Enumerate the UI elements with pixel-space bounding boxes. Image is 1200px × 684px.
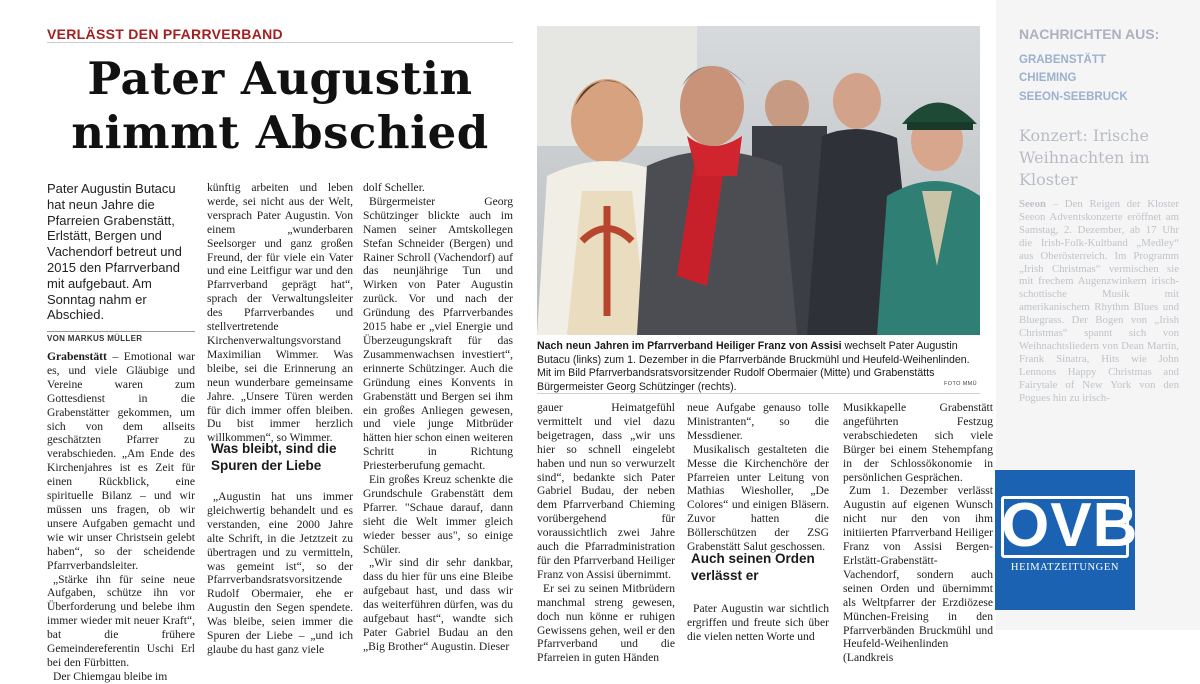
body-text: neue Aufgabe genauso tolle Ministranten“, so die Messdiener. [687, 401, 829, 442]
body-text: künftig arbeiten und leben werde, sei nicht aus der Welt, versprach Pater Augustin. Von einem „wunderbaren Seelsorger und ganz großen Freund, der für viele ein Vater und eine Leitfigur war und den Pfarrverband geprägt hat“, sprach der Verwaltungsleiter des Pfarrverbandes und stellvertretende Kirchenverwaltungsvorstand Maximilian Wimmer. Was bleibe, sei die Erinnerung an neun wunderbare gemeinsame Jahre. „Unsere Türen werden für dich immer offen bleiben. Du bist immer herzlich willkommen“, so Wimmer. [207, 181, 353, 445]
photo-credit: FOTO MMÜ [944, 381, 978, 387]
article-column-3 [363, 181, 514, 653]
article-headline [47, 52, 513, 160]
body-text: gauer Heimatgefühl vermittelt und viel dazu beigetragen, dass „wir uns hier so schnell eingelebt haben und nun so verwurzelt sind“, bedankte sich Pater Gabriel Budau, der neben dem Pfarrverband Chieming vorübergehend für voraussichtlich zwei Jahre auch die Pfarradministration für den Pfarrverband Heiliger Franz von Assisi übernimmt. [537, 401, 675, 581]
dateline: Grabenstätt [47, 350, 107, 363]
body-text: Bürgermeister Georg Schützinger blickte auch im Namen seiner Amtskollegen Stefan Schneider (Bergen) und Rainer Schroll (Vachendorf) auf das neunjährige Tun und Wirken von Pater Augustin zurück. Vor und nach der Gründung des Pfarrverbandes 2015 habe er „viel Energie und Überzeugungskraft für das Zusammenwachsen investiert“, erinnerte Schützinger. Auch die Gründung eines Konvents in Grabenstätt und Bergen sei ihm ein großes Anliegen gewesen, und viele junge Mitbrüder hätten hier schon einen weiteren Schritt in Richtung Priesterberufung gemacht. [363, 194, 514, 473]
caption-divider [537, 393, 980, 394]
logo-wordmark: OVB [1001, 491, 1139, 560]
ovb-logo[interactable] [995, 470, 1139, 610]
article-photo[interactable] [537, 26, 980, 335]
sidebar-location-list [1019, 51, 1179, 106]
body-text: Ein großes Kreuz schenkte die Grundschule Grabenstätt dem Pfarrer. "Schaue darauf, dann sieht die Welt immer gleich wieder besser aus", so einige Schüler. [363, 473, 513, 556]
caption-text: wechselt Pater Augustin Butacu (links) zum 1. Dezember in die Pfarrverbände Bruckmühl und Heufeld-Weihenlinden. Mit im Bild Pfarrverbandsratsvorsitzender Rudolf Obermaier (Mitte) und Grabenstätts Bürgermeister Georg Schützinger (rechts). [537, 340, 970, 393]
caption-lead: Nach neun Jahren im Pfarrverband Heiliger Franz von Assisi [537, 340, 842, 352]
sidebar-teaser-dateline: Seeon [1019, 198, 1046, 210]
sidebar-title: NACHRICHTEN AUS: [1019, 26, 1160, 42]
sidebar-link-grabenstaett[interactable]: GRABENSTÄTT [1019, 54, 1106, 66]
photo-caption [537, 340, 980, 394]
article-column-4 [537, 401, 675, 665]
article-kicker: VERLÄSST DEN PFARRVERBAND [47, 26, 283, 42]
kicker-divider [47, 42, 513, 43]
article-column-6 [843, 401, 993, 665]
body-text: – Emotional war es, und viele Gläubige und Vereine waren zum Gottesdienst in die Grabenstätter gekommen, um sich von dem allseits geschätzten Pfarrer zu verabschieden. „Am Ende des Kirchenjahres ist es Zeit für einen Rückblick, eine spirituelle Bilanz – und wir müssen uns fragen, ob wir unsere Aufgaben gemacht und wie wir unser Christsein gelebt haben“, so der scheidende Pfarrverbandsleiter. [47, 350, 195, 572]
article-column-5 [687, 401, 829, 643]
article-subheading: Auch seinen Orden verlässt er [691, 551, 815, 583]
body-text: Der Chiemgau bleibe im [53, 669, 168, 683]
body-text: dolf Scheller. [363, 181, 425, 194]
sidebar-teaser-body: – Den Reigen der Kloster Seeon Adventskonzerte eröffnet am Samstag, 2. Dezember, ab 17 Uhr die Irish-Folk-Kultband „Medley“ aus Oberösterreich. Im Programm „Irish Christmas“ vermischen sie mit frechem Augenzwinkern irisch-schottische Musik mit amerikanischem Rhythm Blues und Bluegrass. Der Bogen von „Irish Christmas“ spannt sich von Weihnachtsliedern von Dean Martin, Frank Sinatra, Hits wie John Lennons Happy Christmas and Fairytale of New York von den Pogues hin zu irisch- [1019, 198, 1179, 404]
body-text: Musikalisch gestalteten die Messe die Kirchenchöre der Pfarreien unter Leitung von Mathias Wiesholler, „De Colores“ und einigen Bläsern. Zuvor hatten die Böllerschützen der ZSG Grabenstätt Salut geschossen. [687, 442, 829, 554]
sidebar-teaser-headline[interactable]: Konzert: Irische Weihnachten im Kloster [1019, 126, 1150, 189]
headline-line-2: nimmt Abschied [71, 106, 489, 159]
body-text: Musikkapelle Grabenstätt angeführten Festzug verabschiedeten sich viele Bürger bei einem Stehempfang in der Schlossökonomie in persönlichen Gesprächen. [843, 401, 993, 484]
sidebar-link-seeon-seebruck[interactable]: SEEON-SEEBRUCK [1019, 90, 1128, 103]
body-text: Pater Augustin war sichtlich ergriffen und freute sich über die vielen netten Worte und [687, 601, 829, 643]
body-text: „Wir sind dir sehr dankbar, dass du hier für uns eine Bleibe aufgebaut hast, und dass wir das weiterführen dürfen, was du aufgebaut hast“, wandte sich Pater Gabriel Budau an den „Big Brother“ Augustin. Dieser [363, 556, 513, 653]
body-text: Er sei zu seinen Mitbrüdern manchmal streng gewesen, doch nun könne er ruhigen Gewissens gehen, weil er den Pfarrverband und die Pfarreien in guten Händen [537, 581, 675, 665]
article-column-2 [207, 181, 353, 445]
headline-line-1: Pater Augustin [87, 52, 473, 105]
article-column-1 [47, 350, 195, 683]
sidebar-link-chieming[interactable]: CHIEMING [1019, 72, 1077, 85]
article-intro: Pater Augustin Butacu hat neun Jahre die Pfarreien Grabenstätt, Erlstätt, Bergen und Vachendorf betreut und 2015 den Pfarrverband mit aufgebaut. Am Sonntag nahm er Abschied. [47, 181, 182, 323]
body-text: „Stärke ihn für seine neue Aufgaben, schütze ihn vor Überforderung und belebe ihm immer wieder mit neuer Kraft“, bat die frühere Gemeindereferentin Uschi Erl bei den Fürbitten. [47, 572, 195, 669]
logo-frame [1001, 491, 1139, 560]
author-byline: VON MARKUS MÜLLER [47, 331, 195, 343]
logo-subtitle: HEIMATZEITUNGEN [1010, 562, 1120, 573]
body-text: „Augustin hat uns immer gleichwertig behandelt und es verstanden, eine 2000 Jahre alte Schrift, in die Jetztzeit zu übertragen und zu vermitteln, was gemeint ist“, so der Pfarrverbandsratsvorsitzende Rudolf Obermaier, ehe er Augustin den Segen spendete. Was bleibe, seien immer die Spuren der Liebe – „und ich glaube du hast ganz viele [207, 490, 353, 656]
photo-illustration [537, 26, 980, 335]
article-subheading: Was bleibt, sind die Spuren der Liebe [211, 441, 337, 473]
article-column-2-continued [207, 490, 353, 656]
body-text: Zum 1. Dezember verlässt Augustin auf eigenen Wunsch nicht nur den von ihm initiierten Pfarrverband Heiliger Franz von Assisi Bergen-Erlstätt-Grabenstätt-Vachendorf, sondern auch seinen Orden und übernimmt als Weltpfarrer der Erzdiözese München-Freising in den Pfarrverbänden Bruckmühl und Heufeld-Weihenlinden (Landkreis [843, 484, 993, 665]
